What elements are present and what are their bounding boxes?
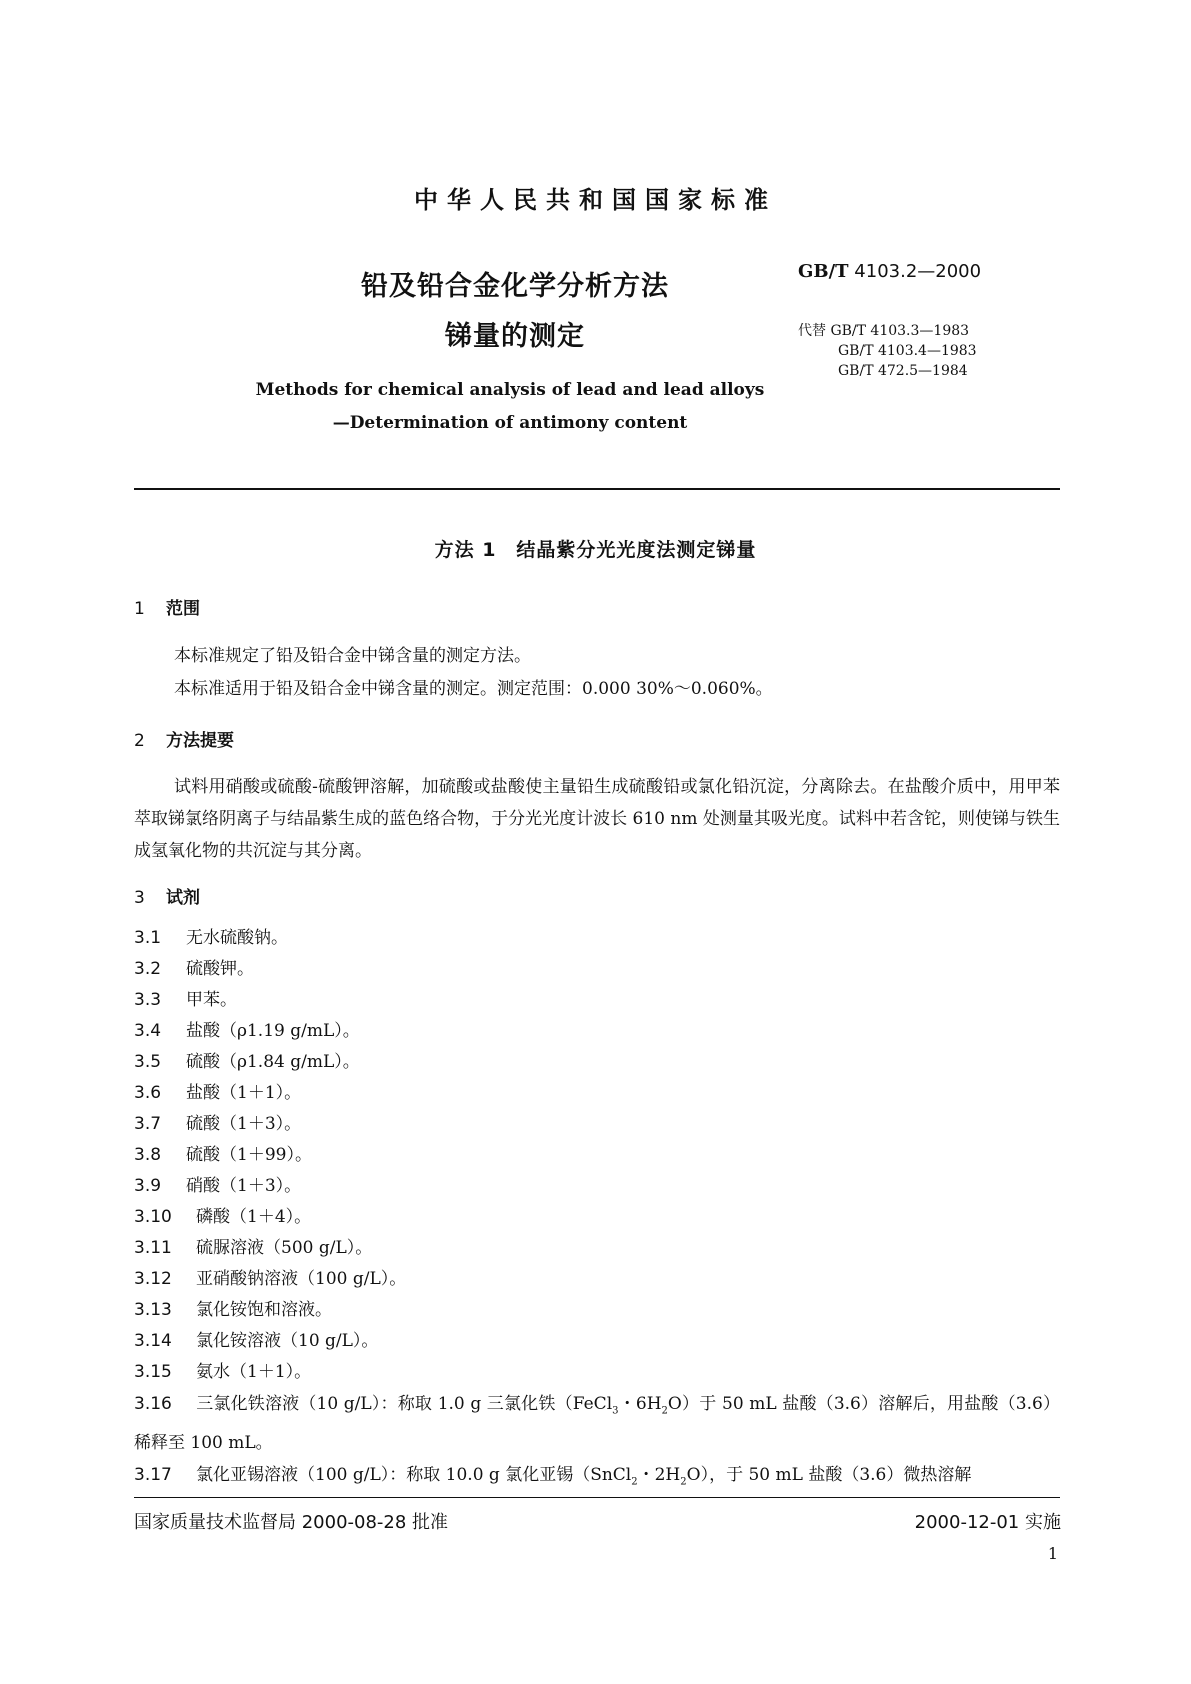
header-divider [134, 488, 1060, 490]
item-text: 氯化铵饱和溶液。 [196, 1300, 332, 1320]
item-text: ・6H [618, 1394, 662, 1414]
list-item [134, 1295, 1060, 1326]
item-text: O）于 50 mL 盐酸（3.6）溶解后，用盐酸（3.6）稀释至 100 mL。 [134, 1394, 1060, 1454]
standard-number-prefix: GB/T [798, 261, 849, 282]
item-text: 硫酸（ρ1.84 g/mL）。 [186, 1052, 360, 1072]
item-text: 甲苯。 [186, 990, 237, 1010]
method-title: 方法 1 结晶紫分光光度法测定锑量 [434, 539, 757, 561]
list-item [134, 1264, 1060, 1295]
section-title: 范围 [166, 599, 200, 619]
chinese-title [300, 262, 730, 362]
item-text: 氨水（1＋1）。 [196, 1362, 312, 1382]
item-text: 磷酸（1＋4）。 [196, 1207, 312, 1227]
item-number: 3.1 [134, 928, 162, 948]
item-number: 3.6 [134, 1083, 162, 1103]
standard-number-value: 4103.2—2000 [854, 261, 982, 282]
title-en-line2: —Determination of antimony content [332, 413, 688, 433]
section-number: 1 [134, 599, 145, 619]
item-text: 氯化亚锡溶液（100 g/L）：称取 10.0 g 氯化亚锡（SnCl [196, 1465, 632, 1486]
standard-number [798, 261, 981, 282]
subscript: 2 [661, 1405, 668, 1417]
title-en-line1: Methods for chemical analysis of lead and lead alloys [255, 380, 765, 400]
paragraph: 本标准规定了铅及铅合金中锑含量的测定方法。 [174, 646, 531, 666]
subscript: 3 [612, 1405, 619, 1417]
section-title: 试剂 [166, 888, 200, 908]
item-number: 3.12 [134, 1269, 172, 1289]
item-number: 3.5 [134, 1052, 162, 1072]
item-text: O），于 50 mL 盐酸（3.6）微热溶解 [686, 1465, 972, 1486]
item-number: 3.16 [134, 1394, 172, 1414]
item-text: 硫酸钾。 [186, 959, 254, 979]
replaces-list [798, 321, 977, 381]
subscript: 2 [631, 1476, 638, 1488]
item-number: 3.10 [134, 1207, 172, 1227]
list-item [134, 1357, 1060, 1388]
item-text: 三氯化铁溶液（10 g/L）：称取 1.0 g 三氯化铁（FeCl [196, 1394, 613, 1414]
item-number: 3.13 [134, 1300, 172, 1320]
subscript: 2 [680, 1476, 687, 1488]
title-cn-line2: 锑量的测定 [445, 321, 585, 352]
section-title: 方法提要 [166, 731, 234, 751]
list-item [134, 1171, 1060, 1202]
item-number: 3.17 [134, 1465, 172, 1486]
list-item [134, 1326, 1060, 1357]
list-item [134, 985, 1060, 1016]
replaced-standard: GB/T 472.5—1984 [838, 363, 968, 379]
item-text: 盐酸（1＋1）。 [186, 1083, 302, 1103]
list-item [134, 923, 1060, 954]
list-item [134, 1202, 1060, 1233]
replaced-standard: GB/T 4103.4—1983 [838, 343, 977, 359]
item-text: 硫脲溶液（500 g/L）。 [196, 1238, 373, 1258]
item-text: 盐酸（ρ1.19 g/mL）。 [186, 1021, 360, 1041]
footer-divider [134, 1497, 1060, 1498]
item-text: 硝酸（1＋3）。 [186, 1176, 302, 1196]
list-item [134, 954, 1060, 985]
paragraph: 试料用硝酸或硫酸-硫酸钾溶解，加硫酸或盐酸使主量铅生成硫酸铅或氯化铅沉淀，分离除去。在盐酸介质中，用甲苯萃取锑氯络阴离子与结晶紫生成的蓝色络合物，于分光光度计波长 610 nm 处测量其吸光度。试料中若含铊，则使锑与铁生成氢氧化物的共沉淀与其分离。 [134, 777, 1060, 861]
list-item [134, 1459, 1060, 1498]
approval-note: 国家质量技术监督局 2000-08-28 批准 [134, 1512, 449, 1533]
item-number: 3.14 [134, 1331, 172, 1351]
item-text: 氯化铵溶液（10 g/L）。 [196, 1331, 379, 1351]
section-heading-reagents [134, 883, 200, 908]
item-number: 3.8 [134, 1145, 162, 1165]
list-item [134, 1388, 1060, 1459]
section-heading-principle [134, 726, 234, 751]
item-number: 3.9 [134, 1176, 162, 1196]
item-number: 3.7 [134, 1114, 162, 1134]
section-number: 2 [134, 731, 145, 751]
item-text: ・2H [637, 1465, 681, 1486]
item-number: 3.3 [134, 990, 162, 1010]
reagent-list [134, 923, 1060, 1499]
section-number: 3 [134, 888, 145, 908]
national-standard-heading: 中华人民共和国国家标准 [414, 186, 777, 214]
list-item [134, 1047, 1060, 1078]
section-heading-scope [134, 594, 200, 619]
replaces-label: 代替 [798, 323, 826, 339]
replaced-standard: GB/T 4103.3—1983 [830, 323, 970, 339]
title-cn-line1: 铅及铅合金化学分析方法 [361, 271, 669, 302]
paragraph: 本标准适用于铅及铅合金中锑含量的测定。测定范围：0.000 30%～0.060%。 [174, 679, 773, 699]
item-text: 亚硝酸钠溶液（100 g/L）。 [196, 1269, 407, 1289]
item-number: 3.2 [134, 959, 162, 979]
item-number: 3.15 [134, 1362, 172, 1382]
implementation-date: 2000-12-01 实施 [914, 1512, 1061, 1533]
page-number: 1 [1047, 1544, 1058, 1563]
item-number: 3.11 [134, 1238, 172, 1258]
list-item [134, 1140, 1060, 1171]
list-item [134, 1016, 1060, 1047]
list-item [134, 1233, 1060, 1264]
english-title [200, 374, 820, 440]
item-number: 3.4 [134, 1021, 162, 1041]
list-item [134, 1078, 1060, 1109]
item-text: 硫酸（1＋99）。 [186, 1145, 312, 1165]
list-item [134, 1109, 1060, 1140]
item-text: 硫酸（1＋3）。 [186, 1114, 302, 1134]
item-text: 无水硫酸钠。 [186, 928, 288, 948]
